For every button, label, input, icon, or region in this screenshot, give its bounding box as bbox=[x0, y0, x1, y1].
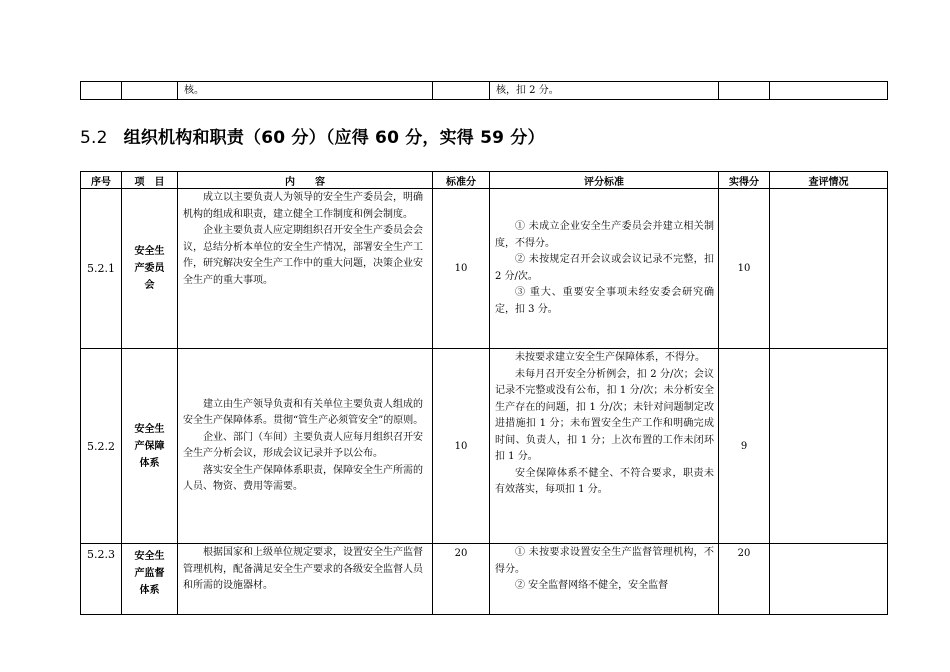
content-paragraph: 建立由生产领导负责和有关单位主要负责人组成的安全生产保障体系。贯彻“管生产必须管安全”的原则。 bbox=[183, 398, 424, 426]
content-cell bbox=[178, 349, 433, 544]
item-line: 产保障 bbox=[134, 440, 165, 452]
seq-cell: 5.2.2 bbox=[81, 349, 122, 544]
table-row bbox=[81, 349, 888, 544]
standard-score: 10 bbox=[433, 349, 490, 544]
continuation-table bbox=[80, 81, 888, 100]
content-paragraph: 企业主要负责人应定期组织召开安全生产委员会会议，总结分析本单位的安全生产情况，部署安全生产工作，研究解决安全生产工作中的重大问题，决策企业安全生产的重大事项。 bbox=[183, 225, 423, 286]
content-paragraph: 企业、部门（车间）主要负责人应每月组织召开安全生产分析会议，形成会议记录并予以公布。 bbox=[183, 431, 423, 459]
content-paragraph: 落实安全生产保障体系职责，保障安全生产所需的人员、物资、费用等需要。 bbox=[183, 464, 423, 492]
standard-score: 20 bbox=[433, 544, 490, 615]
item-cell bbox=[122, 544, 178, 615]
review-cell bbox=[770, 189, 888, 349]
table-row bbox=[81, 544, 888, 615]
standard-score: 10 bbox=[433, 189, 490, 349]
item-cell bbox=[122, 189, 178, 349]
criteria-item: ① 未按要求设置安全生产监督管理机构，不得分。 bbox=[495, 547, 714, 575]
criteria-item: ① 未成立企业安全生产委员会并建立相关制度，不得分。 bbox=[495, 221, 714, 249]
content-cell: 核。 bbox=[178, 82, 433, 100]
item-line: 产监督 bbox=[134, 568, 165, 579]
criteria-item: 未每月召开安全分析例会，扣 2 分/次；会议记录不完整或没有公布，扣 1 分/次；未分析安全生产存在的问题，扣 1 分/次；未针对问题制定改进措施扣 1 分；未布置安全生产工作和明确完成时间、负责人，扣 1 分；上次布置的工作未闭环扣 1 分。 bbox=[495, 368, 714, 462]
item-cell bbox=[122, 349, 178, 544]
header-content: 内 容 bbox=[178, 172, 433, 189]
item-line: 安全生 bbox=[134, 423, 165, 435]
actual-score: 20 bbox=[719, 544, 770, 615]
header-criteria: 评分标准 bbox=[490, 172, 719, 189]
content-paragraph: 成立以主要负责人为领导的安全生产委员会，明确机构的组成和职责，建立健全工作制度和例会制度。 bbox=[183, 192, 423, 220]
seq-cell: 5.2.3 bbox=[81, 544, 122, 615]
criteria-cell bbox=[490, 349, 719, 544]
item-line: 产委员 bbox=[134, 263, 165, 274]
criteria-cell bbox=[490, 544, 719, 615]
section-heading bbox=[80, 123, 545, 148]
content-cell bbox=[178, 544, 433, 615]
review-cell bbox=[770, 349, 888, 544]
review-cell bbox=[770, 82, 888, 100]
item-line: 会 bbox=[144, 280, 155, 291]
header-item: 项 目 bbox=[122, 172, 178, 189]
table-row bbox=[81, 189, 888, 349]
criteria-item: ② 安全监督网络不健全，安全监督 bbox=[515, 580, 669, 591]
item-line: 安全生 bbox=[134, 246, 165, 257]
item-line: 安全生 bbox=[134, 551, 165, 562]
item-cell bbox=[122, 82, 178, 100]
seq-cell bbox=[81, 82, 122, 100]
actual-score: 9 bbox=[719, 349, 770, 544]
seq-cell: 5.2.1 bbox=[81, 189, 122, 349]
criteria-item: 安全保障体系不健全、不符合要求，职责未有效落实，每项扣 1 分。 bbox=[495, 467, 714, 495]
evaluation-table bbox=[80, 171, 888, 615]
content-paragraph: 根据国家和上级单位规定要求，设置安全生产监督管理机构，配备满足安全生产要求的各级安全监督人员和所需的设施器材。 bbox=[183, 547, 423, 591]
criteria-item: 未按要求建立安全生产保障体系，不得分。 bbox=[515, 352, 705, 363]
content-cell bbox=[178, 189, 433, 349]
item-line: 体系 bbox=[139, 585, 160, 596]
criteria-item: ③ 重大、重要安全事项未经安委会研究确定，扣 3 分。 bbox=[495, 287, 714, 315]
header-review: 查评情况 bbox=[770, 172, 888, 189]
criteria-cell bbox=[490, 189, 719, 349]
header-actual: 实得分 bbox=[719, 172, 770, 189]
section-number: 5.2 bbox=[80, 128, 108, 148]
header-seq: 序号 bbox=[81, 172, 122, 189]
actual-score: 10 bbox=[719, 189, 770, 349]
header-row bbox=[81, 172, 888, 189]
item-line: 体系 bbox=[139, 457, 160, 469]
criteria-item: ② 未按规定召开会议或会议记录不完整，扣 2 分/次。 bbox=[495, 254, 714, 282]
standard-cell bbox=[433, 82, 490, 100]
table-row bbox=[81, 82, 888, 100]
review-cell bbox=[770, 544, 888, 615]
header-standard: 标准分 bbox=[433, 172, 490, 189]
criteria-cell: 核，扣 2 分。 bbox=[490, 82, 719, 100]
actual-cell bbox=[719, 82, 770, 100]
section-title: 组织机构和职责（60 分）（应得 60 分，实得 59 分） bbox=[123, 128, 545, 148]
